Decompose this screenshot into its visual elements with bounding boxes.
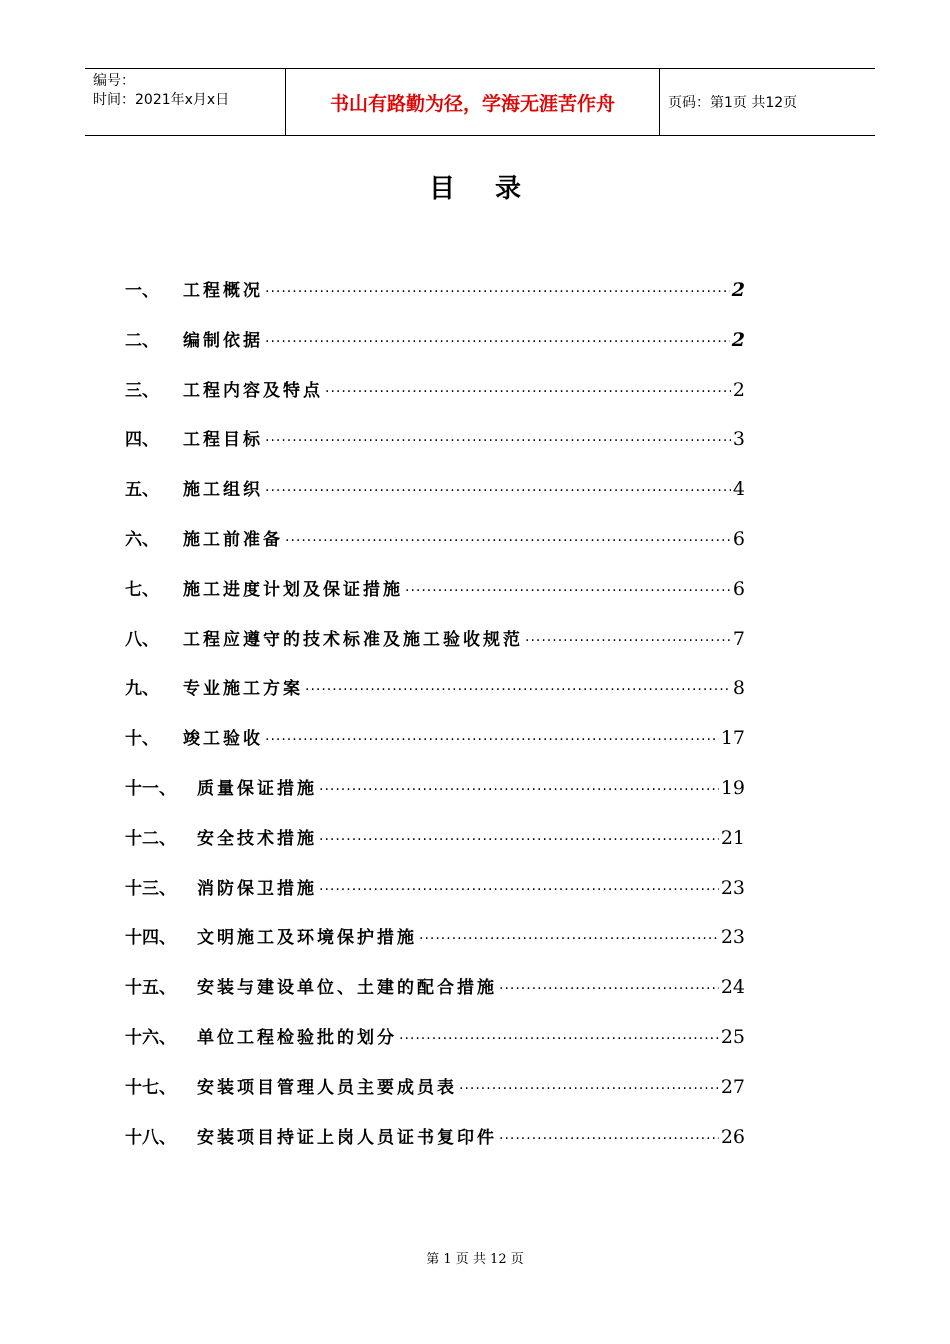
header-number-label: 编号：	[93, 73, 135, 89]
header-motto: 书山有路勤为径，学海无涯苦作舟	[329, 92, 615, 115]
toc-entry[interactable]	[125, 724, 745, 754]
toc-entry-title: 文明施工及环境保护措施	[197, 928, 417, 949]
page-footer: 第 1 页 共 12 页	[426, 1252, 524, 1267]
toc-entry-number: 九、	[125, 679, 159, 700]
toc-entry-number: 四、	[125, 430, 159, 451]
header-divider-right	[659, 69, 660, 135]
toc-entry-title: 施工组织	[183, 480, 263, 501]
toc-entry-number: 十八、	[125, 1127, 176, 1148]
toc-entry[interactable]	[125, 575, 745, 605]
toc-entry-leader	[459, 1081, 719, 1097]
page-title: 目录	[428, 174, 561, 204]
toc-entry-leader	[319, 832, 719, 848]
toc-entry-title: 安装项目持证上岗人员证书复印件	[197, 1127, 497, 1148]
toc-entry-title: 施工前准备	[183, 530, 283, 550]
toc-entry-page: 24	[720, 976, 745, 999]
toc-entry-leader	[419, 931, 719, 947]
toc-entry-leader	[319, 882, 719, 898]
toc-entry-page: 8	[732, 677, 745, 700]
toc-entry-page: 25	[720, 1026, 745, 1048]
toc-entry-leader	[265, 433, 731, 449]
toc-entry-page: 26	[720, 1125, 745, 1148]
toc-entry-number: 十五、	[125, 978, 176, 999]
toc-entry-leader	[285, 533, 731, 549]
toc-entry-leader	[399, 1031, 719, 1047]
toc-entry[interactable]	[125, 824, 745, 854]
toc-entry-title: 工程应遵守的技术标准及施工验收规范	[183, 629, 523, 650]
toc-entry-leader	[405, 583, 731, 599]
toc-entry-number: 三、	[125, 380, 159, 401]
toc-entry-title: 施工进度计划及保证措施	[183, 579, 403, 600]
toc-entry-title: 安装项目管理人员主要成员表	[197, 1077, 457, 1098]
toc-entry-leader	[319, 782, 719, 798]
toc-entry-title: 工程内容及特点	[183, 380, 323, 401]
toc-entry-page: 17	[720, 727, 745, 750]
toc-entry-leader	[265, 483, 731, 499]
toc-entry-title: 工程概况	[183, 281, 263, 301]
toc-entry[interactable]	[125, 874, 745, 904]
toc-entry-leader	[265, 284, 730, 300]
toc-entry-title: 工程目标	[183, 430, 263, 451]
toc-entry-number: 十六、	[125, 1028, 176, 1048]
toc-entry-title: 安全技术措施	[197, 828, 317, 849]
toc-entry[interactable]	[125, 276, 745, 306]
toc-entry-number: 一、	[125, 281, 159, 301]
toc-entry-title: 专业施工方案	[183, 679, 303, 700]
header-page-label: 页码：第1页 共12页	[668, 95, 798, 111]
toc-entry-page: 27	[720, 1075, 745, 1098]
toc-entry[interactable]	[125, 475, 745, 505]
toc-entry-number: 十一、	[125, 779, 176, 799]
toc-entry-leader	[499, 1131, 719, 1147]
toc-entry[interactable]	[125, 376, 745, 406]
toc-entry-page: 3	[732, 428, 745, 451]
toc-entry-leader	[265, 334, 730, 350]
toc-entry-title: 单位工程检验批的划分	[197, 1028, 397, 1048]
toc-entry[interactable]	[125, 1123, 745, 1153]
toc-entry[interactable]	[125, 973, 745, 1003]
toc-entry[interactable]	[125, 525, 745, 555]
toc-entry-page: 21	[720, 826, 745, 849]
toc-entry-number: 八、	[125, 629, 159, 650]
toc-entry-page: 2	[732, 378, 745, 401]
page-header	[85, 68, 875, 136]
toc-entry-number: 十二、	[125, 828, 176, 849]
toc-entry-page: 4	[732, 478, 745, 501]
toc-entry[interactable]	[125, 1023, 745, 1053]
toc-entry-leader	[525, 633, 731, 649]
toc-entry-title: 质量保证措施	[197, 779, 317, 799]
toc-entry-page: 23	[720, 926, 745, 949]
toc-entry-leader	[325, 384, 731, 400]
toc-entry[interactable]	[125, 774, 745, 804]
toc-entry-page: 19	[720, 777, 745, 799]
toc-entry[interactable]	[125, 625, 745, 655]
toc-entry-number: 十七、	[125, 1077, 176, 1098]
toc-entry-page: 2	[731, 279, 745, 301]
toc-entry-page: 6	[732, 528, 745, 550]
toc-entry[interactable]	[125, 1073, 745, 1103]
header-time-label: 时间：2021年x月x日	[93, 92, 230, 108]
toc-entry-number: 十、	[125, 729, 159, 750]
toc-entry-number: 五、	[125, 480, 159, 501]
toc-entry[interactable]	[125, 674, 745, 704]
toc-entry-number: 六、	[125, 530, 159, 550]
toc-entry-title: 安装与建设单位、土建的配合措施	[197, 978, 497, 999]
toc-entry-title: 编制依据	[183, 330, 263, 351]
toc-entry-page: 2	[731, 328, 745, 351]
toc-entry[interactable]	[125, 326, 745, 356]
toc-entry-number: 十三、	[125, 878, 176, 899]
toc-entry-number: 七、	[125, 579, 159, 600]
toc-entry-leader	[265, 732, 719, 748]
toc-entry-page: 6	[732, 577, 745, 600]
toc-entry[interactable]	[125, 425, 745, 455]
toc-entry-number: 二、	[125, 330, 159, 351]
toc-entry-page: 7	[732, 627, 745, 650]
toc-entry-leader	[499, 981, 719, 997]
toc-entry-number: 十四、	[125, 928, 176, 949]
toc-entry-title: 竣工验收	[183, 729, 263, 750]
header-info	[93, 72, 283, 110]
toc-entry-page: 23	[720, 876, 745, 899]
toc-entry[interactable]	[125, 923, 745, 953]
toc-entry-title: 消防保卫措施	[197, 878, 317, 899]
toc-entry-leader	[305, 682, 731, 698]
